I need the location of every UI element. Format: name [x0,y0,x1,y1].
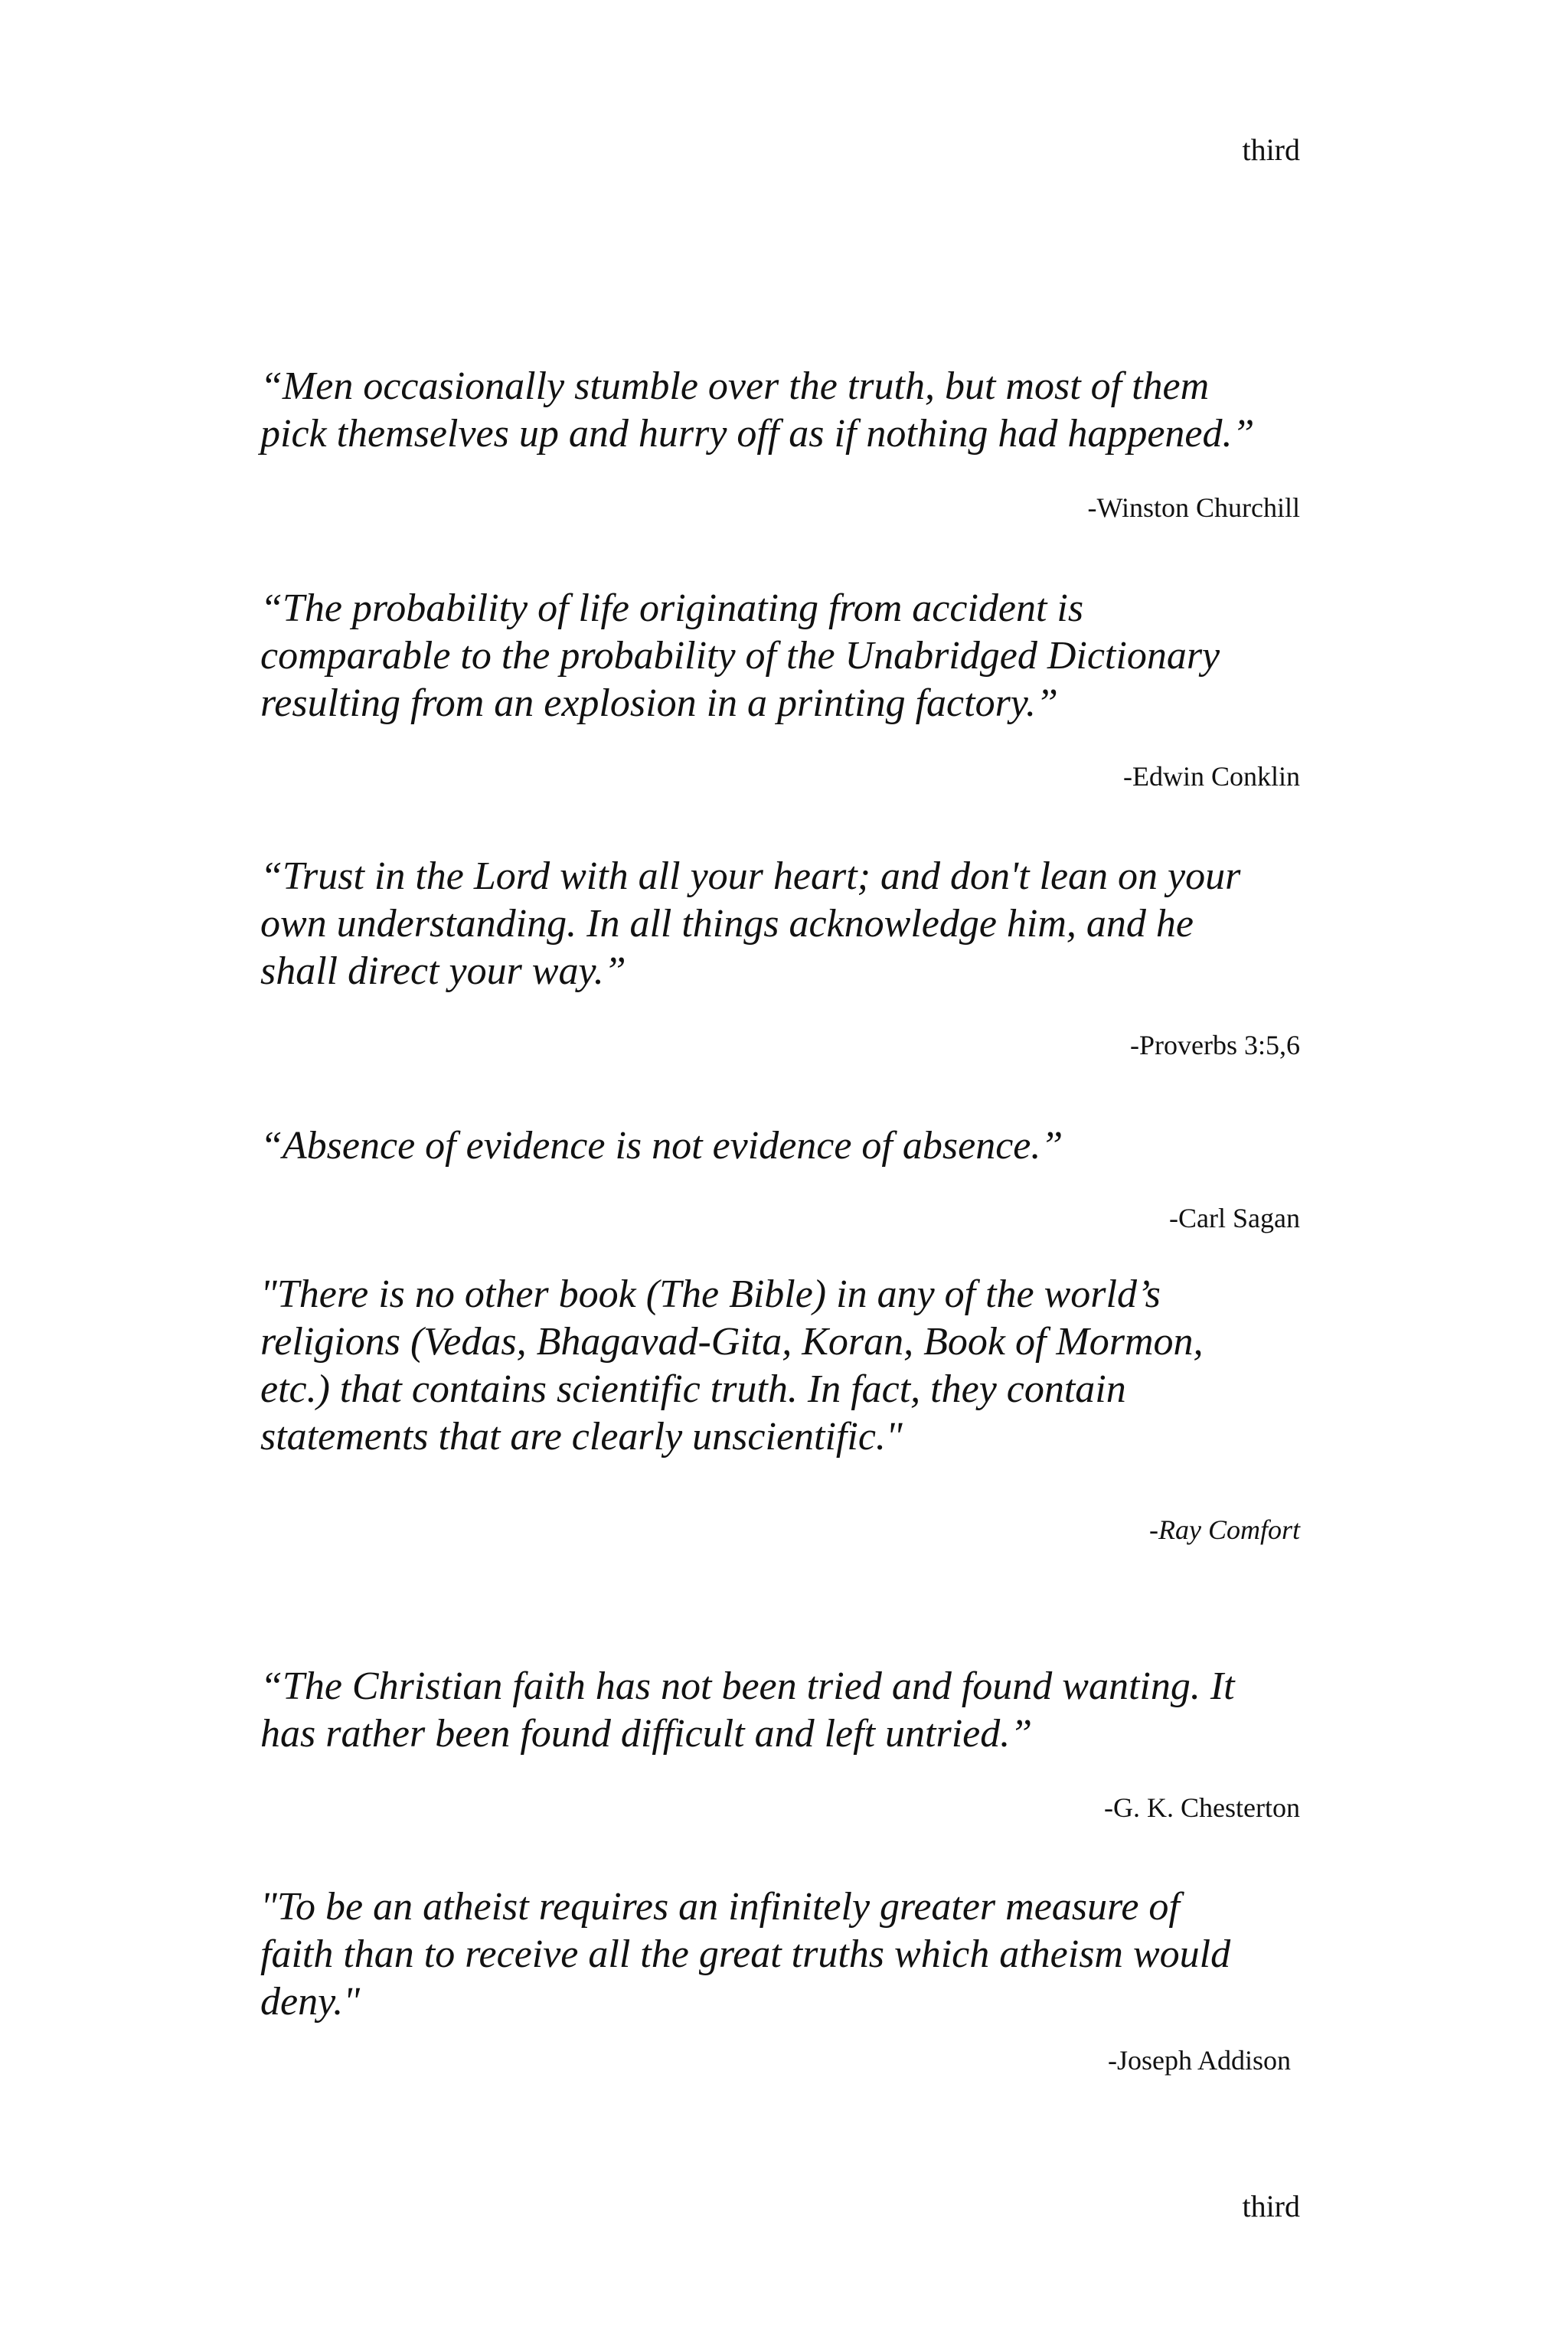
attribution-comfort: -Ray Comfort [1149,1514,1300,1545]
attribution-addison: -Joseph Addison [1107,2045,1291,2076]
quote-chesterton: “The Christian faith has not been tried and found wanting. It has rather been found difficult and left untried.” [260,1664,1235,1756]
page-footer: third [1242,2189,1300,2223]
attribution-proverbs: -Proverbs 3:5,6 [1130,1030,1300,1060]
page-header: third [1242,132,1300,167]
quote-sagan: “Absence of evidence is not evidence of absence.” [260,1124,1063,1168]
attribution-chesterton: -G. K. Chesterton [1104,1792,1300,1823]
quote-churchill: “Men occasionally stumble over the truth, but most of them pick themselves up and hurry off as if nothing had happened.” [260,364,1255,456]
quote-addison: "To be an atheist requires an infinitely greater measure of faith than to receive all the great truths which atheism would deny." [260,1885,1231,2024]
quote-comfort: "There is no other book (The Bible) in any of the world’s religions (Vedas, Bhagavad-Gita, Koran, Book of Mormon, etc.) that contains scientific truth. In fact, they contain statements that are clearly unscientific." [260,1272,1204,1459]
attribution-sagan: -Carl Sagan [1169,1203,1300,1233]
quote-conklin: “The probability of life originating from accident is comparable to the probability of the Unabridged Dictionary resulting from an explosion in a printing factory.” [260,586,1220,725]
attribution-conklin: -Edwin Conklin [1123,761,1300,792]
attribution-churchill: -Winston Churchill [1087,492,1300,523]
quote-proverbs: “Trust in the Lord with all your heart; and don't lean on your own understanding. In all things acknowledge him, and he shall direct your way.” [260,854,1241,993]
